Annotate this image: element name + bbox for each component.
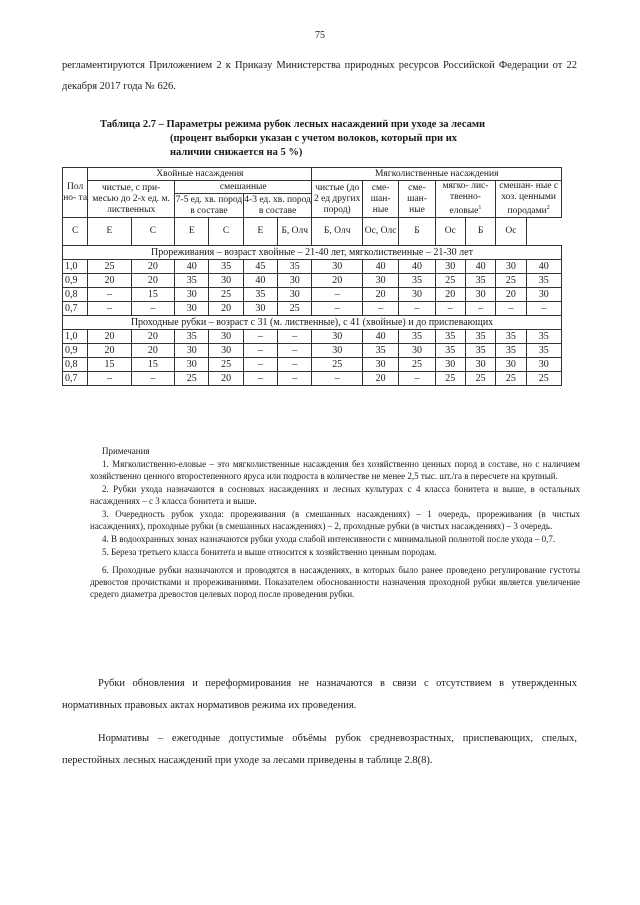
value-cell: 15	[88, 358, 131, 372]
value-cell: 20	[209, 302, 243, 316]
value-cell: –	[243, 330, 277, 344]
value-cell: 30	[496, 260, 526, 274]
caption-line-3: наличии снижается на 5 %)	[170, 147, 303, 158]
header-mixed-75: 7-5 ед. хв. пород в составе	[175, 194, 244, 218]
species-cell: Е	[175, 218, 209, 246]
value-cell: 35	[496, 330, 526, 344]
value-cell: –	[243, 344, 277, 358]
value-cell: 20	[131, 344, 174, 358]
header-mixed-soft-1: сме- шан- ные	[362, 181, 398, 218]
species-cell: С	[131, 218, 174, 246]
value-cell: –	[243, 372, 277, 386]
note-item: 4. В водоохранных зонах назначаются рубки ухода слабой интенсивности с минимальной полнотой после ухода – 0,7.	[102, 534, 556, 544]
header-pure-conifer: чистые, с при- месью до 2-х ед. м. лиственных	[88, 181, 175, 218]
note-item: 3. Очередность рубок ухода: прореживания (в смешанных насаждениях) – 1 очередь, прореживания (в чистых насаждениях), проходные рубки (в смешанных насаждениях) – 2, проходные рубки (в чистых насаждениях) – 3 очередь.	[90, 509, 580, 531]
value-cell: 35	[465, 344, 495, 358]
intro-paragraph: регламентируются Приложением 2 к Приказу Министерства природных ресурсов Российской Федерации от 22 декабря 2017 года № 626.	[62, 60, 577, 92]
notes-title: Примечания	[102, 446, 150, 456]
table-caption	[62, 118, 577, 160]
value-cell: 30	[278, 288, 312, 302]
value-cell: 30	[312, 330, 362, 344]
value-cell: 35	[175, 330, 209, 344]
value-cell: 35	[526, 344, 561, 358]
table-row	[63, 372, 562, 386]
value-cell: 25	[465, 372, 495, 386]
value-cell: 25	[209, 288, 243, 302]
value-cell: 35	[526, 274, 561, 288]
value-cell: 30	[175, 288, 209, 302]
value-cell: 15	[131, 358, 174, 372]
value-cell: –	[465, 302, 495, 316]
table-row	[63, 330, 562, 344]
value-cell: 30	[465, 358, 495, 372]
value-cell: 30	[175, 302, 209, 316]
value-cell: –	[496, 302, 526, 316]
value-cell: 35	[465, 330, 495, 344]
body-paragraph-renewal: Рубки обновления и переформирования не назначаются в связи с отсутствием в утвержденных нормативных правовых актах нормативов режима их проведения.	[62, 678, 577, 711]
value-cell: 20	[209, 372, 243, 386]
value-cell: 30	[278, 274, 312, 288]
value-cell: –	[362, 302, 398, 316]
value-cell: –	[88, 302, 131, 316]
value-cell: 40	[362, 330, 398, 344]
value-cell: 30	[312, 260, 362, 274]
value-cell: 35	[399, 274, 435, 288]
species-cell: С	[63, 218, 88, 246]
header-soft-fir: мягко- лис- твенно- еловые$^1$	[435, 181, 496, 218]
body-paragraph-norms: Нормативы – ежегодные допустимые объёмы рубок средневозрастных, приспевающих, спелых, перестойных лесных насаждений при уходе за лесами приведены в таблице 2.8(8).	[62, 733, 577, 766]
species-cell: Б, Олч	[278, 218, 312, 246]
value-cell: 20	[88, 274, 131, 288]
species-cell: Ос	[435, 218, 465, 246]
value-cell: 35	[175, 274, 209, 288]
species-cell: Е	[88, 218, 131, 246]
value-cell: 40	[526, 260, 561, 274]
section-thinning-rows	[63, 260, 562, 316]
value-cell: –	[435, 302, 465, 316]
value-cell: –	[243, 358, 277, 372]
note-item: 2. Рубки ухода назначаются в сосновых насаждениях и лесных культурах с 4 класса бонитета и выше, в остальных насаждениях – с 3 класса бонитета и выше.	[90, 484, 580, 506]
value-cell: 35	[209, 260, 243, 274]
header-pure-soft: чистые (до 2 ед других пород)	[312, 181, 362, 218]
table-row	[63, 302, 562, 316]
value-cell: 20	[131, 260, 174, 274]
value-cell: 30	[399, 288, 435, 302]
value-cell: 45	[243, 260, 277, 274]
value-cell: 25	[399, 358, 435, 372]
value-cell: 25	[209, 358, 243, 372]
table-row	[63, 274, 562, 288]
value-cell: 20	[131, 330, 174, 344]
value-cell: 20	[131, 274, 174, 288]
value-cell: 35	[526, 330, 561, 344]
value-cell: 20	[88, 330, 131, 344]
value-cell: –	[88, 288, 131, 302]
value-cell: –	[278, 330, 312, 344]
species-cell: Б	[399, 218, 435, 246]
value-cell: 35	[399, 330, 435, 344]
value-cell: –	[399, 372, 435, 386]
species-cell: Б, Олч	[312, 218, 362, 246]
value-cell: 30	[243, 302, 277, 316]
value-cell: 40	[243, 274, 277, 288]
caption-line-1: Таблица 2.7 – Параметры режима рубок лесных насаждений при уходе за лесами	[100, 119, 486, 130]
value-cell: 30	[362, 274, 398, 288]
species-cell: С	[209, 218, 243, 246]
value-cell: 25	[435, 372, 465, 386]
value-cell: 30	[496, 358, 526, 372]
value-cell: 30	[465, 288, 495, 302]
value-cell: –	[312, 372, 362, 386]
table-row	[63, 288, 562, 302]
value-cell: 30	[209, 274, 243, 288]
value-cell: 25	[526, 372, 561, 386]
value-cell: 35	[243, 288, 277, 302]
value-cell: 30	[399, 344, 435, 358]
value-cell: 20	[88, 344, 131, 358]
parameters-table	[62, 167, 562, 386]
section-commercial-thinning-rows	[63, 330, 562, 386]
caption-line-2: (процент выборки указан с учетом волоков, который при их	[170, 133, 458, 144]
value-cell: –	[88, 372, 131, 386]
value-cell: 30	[175, 344, 209, 358]
polnota-cell: 1,0	[63, 260, 88, 274]
table-row	[63, 344, 562, 358]
value-cell: –	[131, 302, 174, 316]
header-polnota: Пол но- та	[63, 168, 88, 218]
value-cell: 30	[209, 330, 243, 344]
polnota-cell: 0,7	[63, 302, 88, 316]
value-cell: 25	[435, 274, 465, 288]
value-cell: –	[131, 372, 174, 386]
value-cell: 30	[312, 344, 362, 358]
value-cell: –	[278, 358, 312, 372]
value-cell: 35	[278, 260, 312, 274]
value-cell: 35	[465, 274, 495, 288]
value-cell: 30	[435, 358, 465, 372]
value-cell: 30	[526, 358, 561, 372]
section-thinning: Прореживания – возраст хвойные – 21-40 лет, мягколиственные – 21-30 лет	[63, 246, 562, 260]
notes-block	[90, 445, 580, 601]
species-cell: Ос	[496, 218, 526, 246]
value-cell: 25	[175, 372, 209, 386]
value-cell: 40	[465, 260, 495, 274]
header-softwood: Мягколиственные насаждения	[312, 168, 562, 181]
value-cell: 20	[312, 274, 362, 288]
polnota-cell: 0,9	[63, 344, 88, 358]
value-cell: –	[312, 302, 362, 316]
value-cell: 35	[435, 330, 465, 344]
note-item: 5. Береза третьего класса бонитета и выше относится к хозяйственно ценным породам.	[102, 547, 437, 557]
table-row	[63, 358, 562, 372]
species-cell: Б	[465, 218, 495, 246]
value-cell: 30	[175, 358, 209, 372]
polnota-cell: 0,7	[63, 372, 88, 386]
species-cell: Е	[243, 218, 277, 246]
page-number: 75	[315, 30, 325, 41]
value-cell: 35	[496, 344, 526, 358]
value-cell: –	[278, 372, 312, 386]
value-cell: –	[278, 344, 312, 358]
value-cell: 20	[435, 288, 465, 302]
value-cell: –	[399, 302, 435, 316]
header-mixed-valuable: смешан- ные с хоз. ценными породами$^2$	[496, 181, 562, 218]
value-cell: 15	[131, 288, 174, 302]
polnota-cell: 0,8	[63, 358, 88, 372]
header-conifers: Хвойные насаждения	[88, 168, 312, 181]
value-cell: 40	[175, 260, 209, 274]
value-cell: 40	[362, 260, 398, 274]
table-row	[63, 260, 562, 274]
value-cell: –	[526, 302, 561, 316]
value-cell: 25	[312, 358, 362, 372]
note-item: 6. Проходные рубки назначаются и проводятся в насаждениях, в которых было ранее проведено регулирование густоты древостоя прочистками и прореживаниями. Показателем обоснованности назначения проходной рубки является увеличение средего диаметра древостоя целевых пород после проведения рубки.	[90, 565, 580, 599]
value-cell: 25	[496, 274, 526, 288]
value-cell: 20	[362, 372, 398, 386]
value-cell: 35	[435, 344, 465, 358]
value-cell: 30	[526, 288, 561, 302]
value-cell: 20	[362, 288, 398, 302]
value-cell: 25	[496, 372, 526, 386]
polnota-cell: 0,9	[63, 274, 88, 288]
section-commercial-thinning: Проходные рубки – возраст с 31 (м. лиственные), с 41 (хвойные) и до приспевающих	[63, 316, 562, 330]
header-mixed-43: 4-3 ед. хв. пород в составе	[243, 194, 312, 218]
polnota-cell: 1,0	[63, 330, 88, 344]
value-cell: –	[312, 288, 362, 302]
value-cell: 20	[496, 288, 526, 302]
header-mixed-soft-2: сме- шан- ные	[399, 181, 435, 218]
value-cell: 30	[209, 344, 243, 358]
species-cell: Ос, Олс	[362, 218, 398, 246]
value-cell: 25	[278, 302, 312, 316]
value-cell: 30	[362, 358, 398, 372]
value-cell: 35	[362, 344, 398, 358]
polnota-cell: 0,8	[63, 288, 88, 302]
value-cell: 40	[399, 260, 435, 274]
value-cell: 25	[88, 260, 131, 274]
note-item: 1. Мягколиственно-еловые – это мягколиственные насаждения без хозяйственно ценных пород в составе, но с наличием хозяйственно ценного второстепенного яруса или подроста в количестве не менее 2,5 тыс. шт./га в пересчете на крупный.	[90, 459, 580, 481]
header-mixed: смешанные	[175, 181, 312, 194]
value-cell: 30	[435, 260, 465, 274]
